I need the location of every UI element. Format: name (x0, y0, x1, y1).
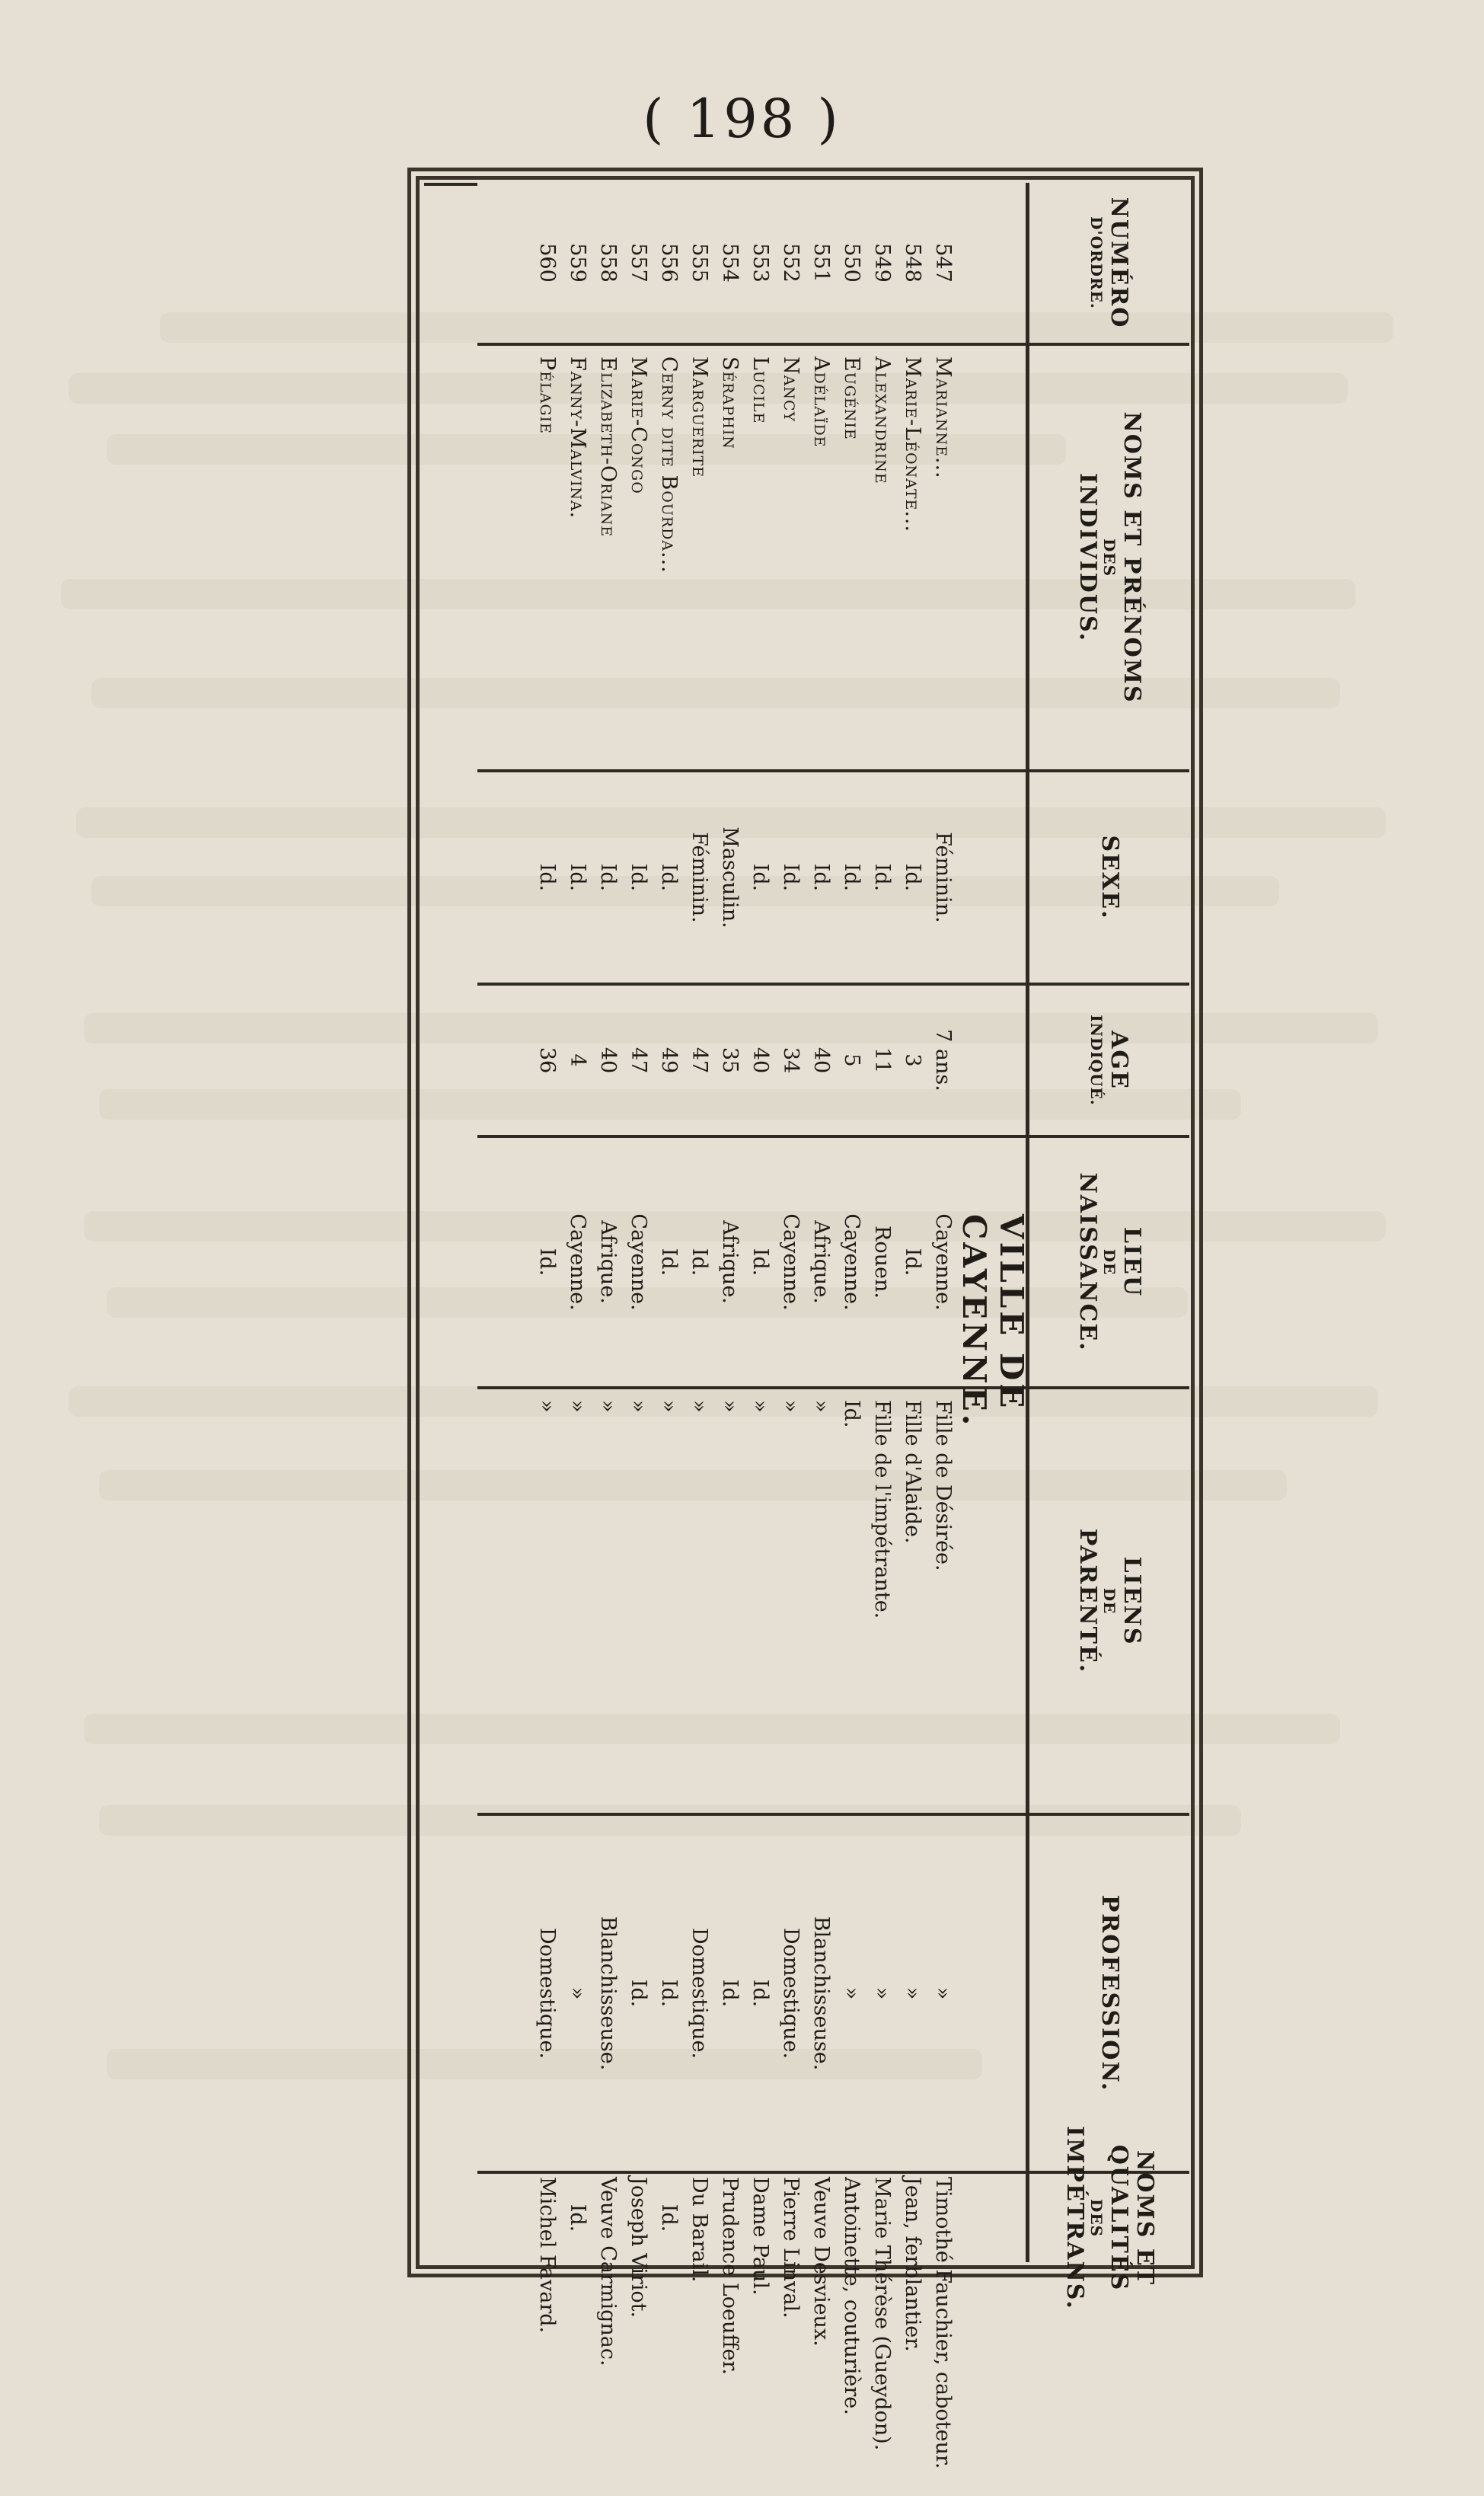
column-profession (478, 1813, 1190, 2171)
page-number: ( 198 ) (643, 88, 841, 150)
cell-impetrant: Jean, ferblantier. (901, 2177, 924, 2352)
cell-numero: 551 (809, 243, 833, 283)
cell-nom: Elizabeth-Oriane (596, 356, 620, 538)
header-line: INDIQUÉ. (1087, 1015, 1106, 1106)
cell-age: 40 (748, 1047, 772, 1074)
cell-profession: » (931, 1986, 955, 2000)
cell-sexe: Id. (870, 863, 894, 892)
cell-lieu: Id. (657, 1248, 681, 1277)
cell-age: 40 (596, 1047, 620, 1074)
cell-profession: Domestique. (535, 1927, 559, 2060)
cell-age: 49 (657, 1047, 681, 1074)
cell-profession: » (901, 1986, 924, 2000)
cell-profession: » (566, 1986, 589, 2000)
cell-profession: Blanchisseuse. (809, 1916, 833, 2071)
cell-nom: Marie-Léonate... (901, 356, 924, 533)
cell-age: 47 (688, 1047, 711, 1074)
header-line: DES (1100, 538, 1119, 577)
cell-profession: » (870, 1986, 894, 2000)
header-line: DE (1100, 1248, 1119, 1276)
cell-lien: Fille d'Alaide. (901, 1400, 924, 1544)
column-age (478, 983, 1190, 1135)
cell-lien: » (596, 1400, 620, 1413)
header-line: LIEU (1119, 1226, 1145, 1298)
header-line: NAISSANCE. (1074, 1172, 1102, 1352)
header-line: AGE (1105, 1031, 1132, 1090)
cell-lien: » (688, 1400, 711, 1413)
cell-numero: 547 (931, 243, 955, 283)
cell-nom: Pélagie (535, 356, 559, 434)
rotated-table (424, 183, 1189, 2469)
cell-lieu: Id. (688, 1248, 711, 1277)
cell-lien: Id. (840, 1400, 863, 1428)
cell-impetrant: Pierre Linval. (779, 2177, 803, 2319)
cell-impetrant: Prudence Loeuffer. (718, 2177, 742, 2376)
cell-profession: Domestique. (688, 1927, 711, 2060)
cell-age: 5 (840, 1053, 863, 1067)
cell-lieu: Id. (535, 1248, 559, 1277)
header-line: INDIVIDUS. (1074, 472, 1102, 643)
cell-sexe: Masculin. (718, 826, 742, 928)
cell-age: 40 (809, 1047, 833, 1074)
column-sexe (478, 769, 1190, 983)
cell-age: 7 ans. (931, 1029, 955, 1091)
cell-age: 47 (627, 1047, 650, 1074)
cell-numero: 552 (779, 243, 803, 283)
cell-nom: Nancy (779, 356, 803, 423)
cell-sexe: Id. (657, 863, 681, 892)
column-lieu (478, 1135, 1190, 1386)
header-line: PROFESSION. (1096, 1894, 1124, 2092)
cell-nom: Eugénie (840, 356, 863, 440)
cell-age: 35 (718, 1047, 742, 1074)
cell-numero: 556 (657, 243, 681, 283)
header-line: NUMÉRO (1105, 197, 1132, 329)
cell-impetrant: Veuve Carmignac. (596, 2177, 620, 2367)
cell-age: 11 (870, 1047, 894, 1074)
cell-profession: Domestique. (779, 1927, 803, 2060)
cell-numero: 554 (718, 243, 742, 283)
cell-lieu: Cayenne. (566, 1213, 589, 1311)
cell-nom: Séraphin (718, 356, 742, 449)
cell-sexe: Féminin. (931, 832, 955, 923)
cell-lieu: Cayenne. (840, 1213, 863, 1311)
cell-numero: 555 (688, 243, 711, 283)
header-line: PARENTÉ. (1074, 1528, 1102, 1674)
cell-age: 3 (901, 1053, 924, 1067)
cell-numero: 558 (596, 243, 620, 283)
column-blank (424, 183, 478, 343)
cell-lieu: Afrique. (718, 1220, 742, 1304)
cell-nom: Cerny dite Bourda... (657, 356, 681, 574)
header-line: NOMS ET PRÉNOMS (1119, 411, 1145, 704)
cell-numero: 553 (748, 243, 772, 283)
cell-age: 36 (535, 1047, 559, 1074)
header-lieu (1026, 1138, 1189, 1386)
cell-profession: Blanchisseuse. (596, 1916, 620, 2071)
cell-lien: » (627, 1400, 650, 1413)
cell-numero: 549 (870, 243, 894, 283)
header-line: DE (1100, 1587, 1119, 1615)
cell-impetrant: Timothé Fauchier, caboteur. (931, 2177, 955, 2469)
cell-impetrant: Michel Favard. (535, 2177, 559, 2334)
cell-lieu: Cayenne. (931, 1213, 955, 1311)
cell-sexe: Id. (748, 863, 772, 892)
cell-impetrant: Id. (566, 2204, 589, 2232)
cell-numero: 550 (840, 243, 863, 283)
cell-numero: 560 (535, 243, 559, 283)
header-profession (1026, 1816, 1189, 2171)
header-noms (1026, 346, 1189, 769)
cell-impetrant: Dame Paul. (748, 2177, 772, 2296)
header-line: DES (1087, 2198, 1106, 2238)
section-title: VILLE DE CAYENNE. (956, 1214, 1031, 1429)
cell-sexe: Id. (535, 863, 559, 892)
cell-age: 4 (566, 1053, 589, 1067)
cell-lien: Fille de l'impétrante. (870, 1400, 894, 1619)
header-impetrans (1026, 2126, 1189, 2310)
header-line: NOMS ET QUALITÉS (1105, 2144, 1159, 2292)
cell-sexe: Id. (566, 863, 589, 892)
cell-profession: Id. (748, 1979, 772, 2008)
cell-lieu: Afrique. (596, 1220, 620, 1304)
cell-age: 34 (779, 1047, 803, 1074)
cell-lien: » (718, 1400, 742, 1413)
cell-lien: » (566, 1400, 589, 1413)
cell-impetrant: Antoinette, couturière. (840, 2177, 863, 2415)
cell-lien: » (748, 1400, 772, 1413)
cell-lieu: Rouen. (870, 1226, 894, 1299)
cell-numero: 557 (627, 243, 650, 283)
cell-nom: Alexandrine (870, 356, 894, 484)
header-line: IMPÉTRANS. (1061, 2126, 1089, 2310)
cell-nom: Fanny-Malvina. (566, 356, 589, 519)
cell-sexe: Id. (901, 863, 924, 892)
header-line: D'ORDRE. (1087, 216, 1106, 309)
cell-lieu: Cayenne. (627, 1213, 650, 1311)
cell-lieu: Id. (748, 1248, 772, 1277)
cell-sexe: Féminin. (688, 832, 711, 923)
cell-profession: » (840, 1986, 863, 2000)
cell-sexe: Id. (596, 863, 620, 892)
cell-sexe: Id. (627, 863, 650, 892)
header-line: LIENS (1119, 1556, 1145, 1646)
header-sexe (1026, 772, 1189, 983)
cell-sexe: Id. (809, 863, 833, 892)
cell-impetrant: Marie Thérèse (Gueydon). (870, 2177, 894, 2451)
header-line: SEXE. (1096, 835, 1124, 920)
cell-profession: Id. (718, 1979, 742, 2008)
cell-lien: » (779, 1400, 803, 1413)
column-noms (478, 343, 1190, 769)
header-age (1026, 986, 1189, 1135)
column-numero (478, 183, 1190, 343)
cell-impetrant: Id. (657, 2204, 681, 2232)
cell-lien: » (535, 1400, 559, 1413)
cell-lieu: Id. (901, 1248, 924, 1277)
header-liens (1026, 1389, 1189, 1813)
cell-nom: Marianne... (931, 356, 955, 479)
cell-lien: Fille de Désirée. (931, 1400, 955, 1571)
cell-lieu: Cayenne. (779, 1213, 803, 1311)
column-impetrans (478, 2126, 1190, 2469)
cell-nom: Marie-Congo (627, 356, 650, 494)
cell-profession: Id. (657, 1979, 681, 2008)
cell-lien: » (809, 1400, 833, 1413)
cell-sexe: Id. (779, 863, 803, 892)
cell-lieu: Afrique. (809, 1220, 833, 1304)
header-numero (1026, 183, 1189, 343)
cell-numero: 559 (566, 243, 589, 283)
cell-nom: Marguerite (688, 356, 711, 478)
cell-impetrant: Du Barail. (688, 2177, 711, 2283)
cell-numero: 548 (901, 243, 924, 283)
cell-profession: Id. (627, 1979, 650, 2008)
cell-impetrant: Veuve Desvieux. (809, 2177, 833, 2347)
cell-sexe: Id. (840, 863, 863, 892)
cell-lien: » (657, 1400, 681, 1413)
cell-nom: Adélaïde (809, 356, 833, 448)
cell-impetrant: Joseph Viriot. (627, 2177, 650, 2319)
cell-nom: Lucile (748, 356, 772, 424)
